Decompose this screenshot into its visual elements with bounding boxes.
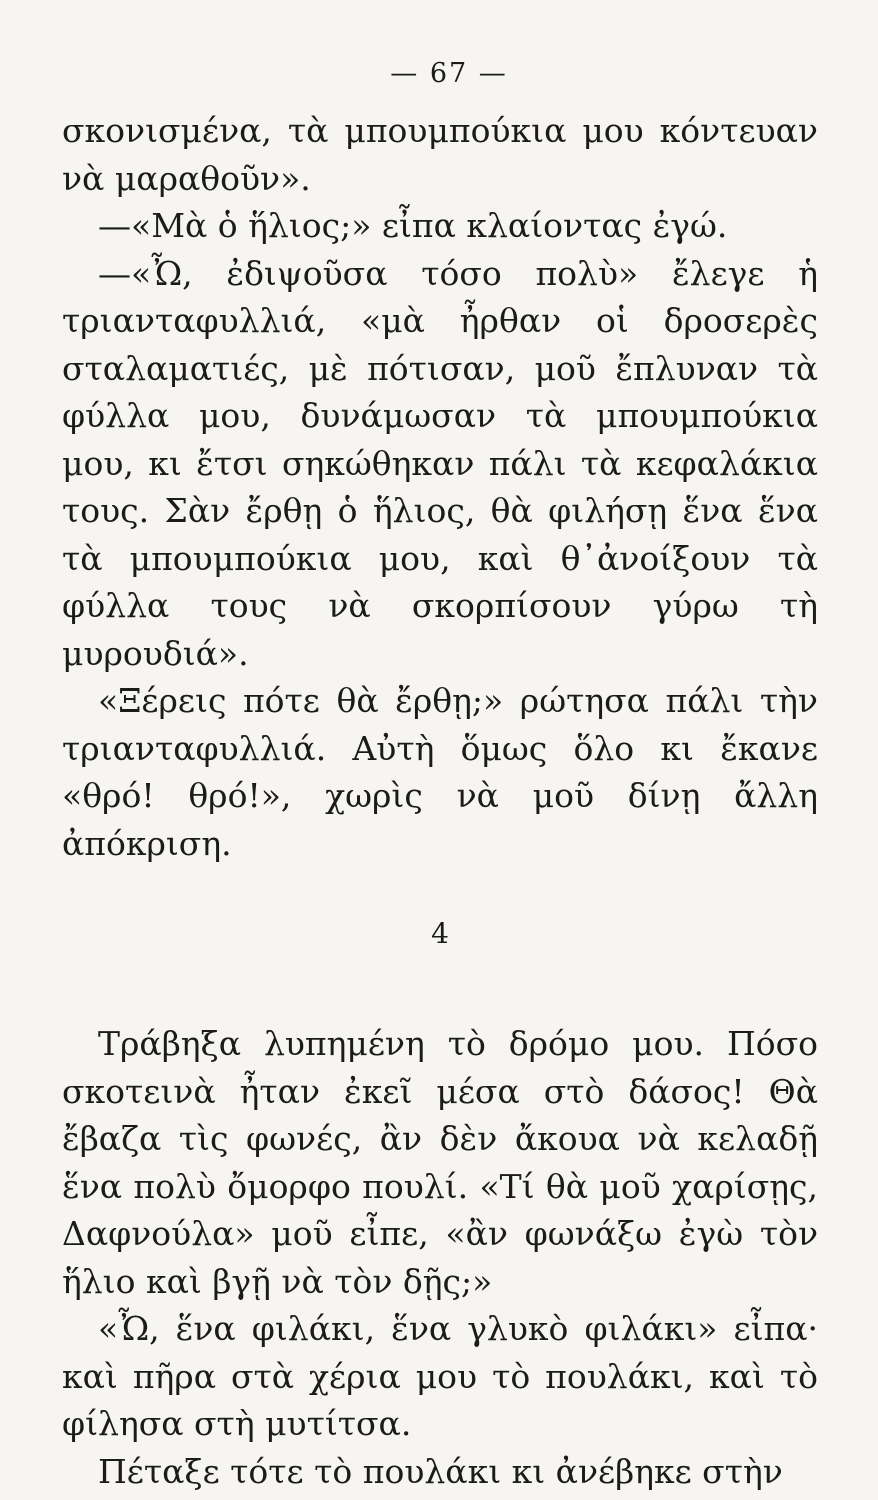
paragraph: «Ξέρεις πότε θὰ ἔρθῃ;» ρώτησα πάλι τὴν τριανταφυλλιά. Αὐτὴ ὅμως ὅλο κι ἔκανε «θρό! θρό!», χωρὶς νὰ μοῦ δίνῃ ἄλλη ἀπόκριση.: [62, 681, 818, 863]
paragraph: —«Μὰ ὁ ἥλιος;» εἶπα κλαίοντας ἐγώ.: [98, 206, 728, 245]
page-number: — 67 —: [390, 58, 508, 89]
paragraph: «Ὦ, ἕνα φιλάκι, ἕνα γλυκὸ φιλάκι» εἶπα· καὶ πῆρα στὰ χέρια μου τὸ πουλάκι, καὶ τὸ φίλησα στὴ μυτίτσα.: [62, 1309, 818, 1443]
paragraph: σκονισμένα, τὰ μπουμπούκια μου κόντευαν νὰ μαραθοῦν».: [62, 111, 818, 198]
paragraph: Τράβηξα λυπημένη τὸ δρόμο μου. Πόσο σκοτεινὰ ἦταν ἐκεῖ μέσα στὸ δάσος! Θὰ ἔβαζα τὶς φωνές, ἂν δὲν ἄκουα νὰ κελαδῇ ἕνα πολὺ ὄμορφο πουλί. «Τί θὰ μοῦ χαρίσῃς, Δαφνούλα» μοῦ εἶπε, «ἂν φωνάξω ἐγὼ τὸν ἥλιο καὶ βγῇ νὰ τὸν δῇς;»: [62, 1024, 818, 1301]
text-block-top: [62, 107, 818, 867]
paragraph: Πέταξε τότε τὸ πουλάκι κι ἀνέβηκε στὴν: [98, 1451, 783, 1491]
section-number: 4: [431, 917, 449, 950]
paragraph: —«Ὦ, ἐδιψοῦσα τόσο πολὺ» ἔλεγε ἡ τριανταφυλλιά, «μὰ ἦρθαν οἱ δροσερὲς σταλαματιές, μὲ πότισαν, μοῦ ἔπλυναν τὰ φύλλα μου, δυνάμωσαν τὰ μπουμπούκια μου, κι ἔτσι σηκώθηκαν πάλι τὰ κεφαλάκια τους. Σὰν ἔρθῃ ὁ ἥλιος, θὰ φιλήσῃ ἕνα ἕνα τὰ μπουμπούκια μου, καὶ θ᾽ἀνοίξουν τὰ φύλλα τους νὰ σκορπίσουν γύρω τὴ μυρουδιά».: [62, 253, 818, 673]
text-block-bottom: [62, 1020, 818, 1495]
